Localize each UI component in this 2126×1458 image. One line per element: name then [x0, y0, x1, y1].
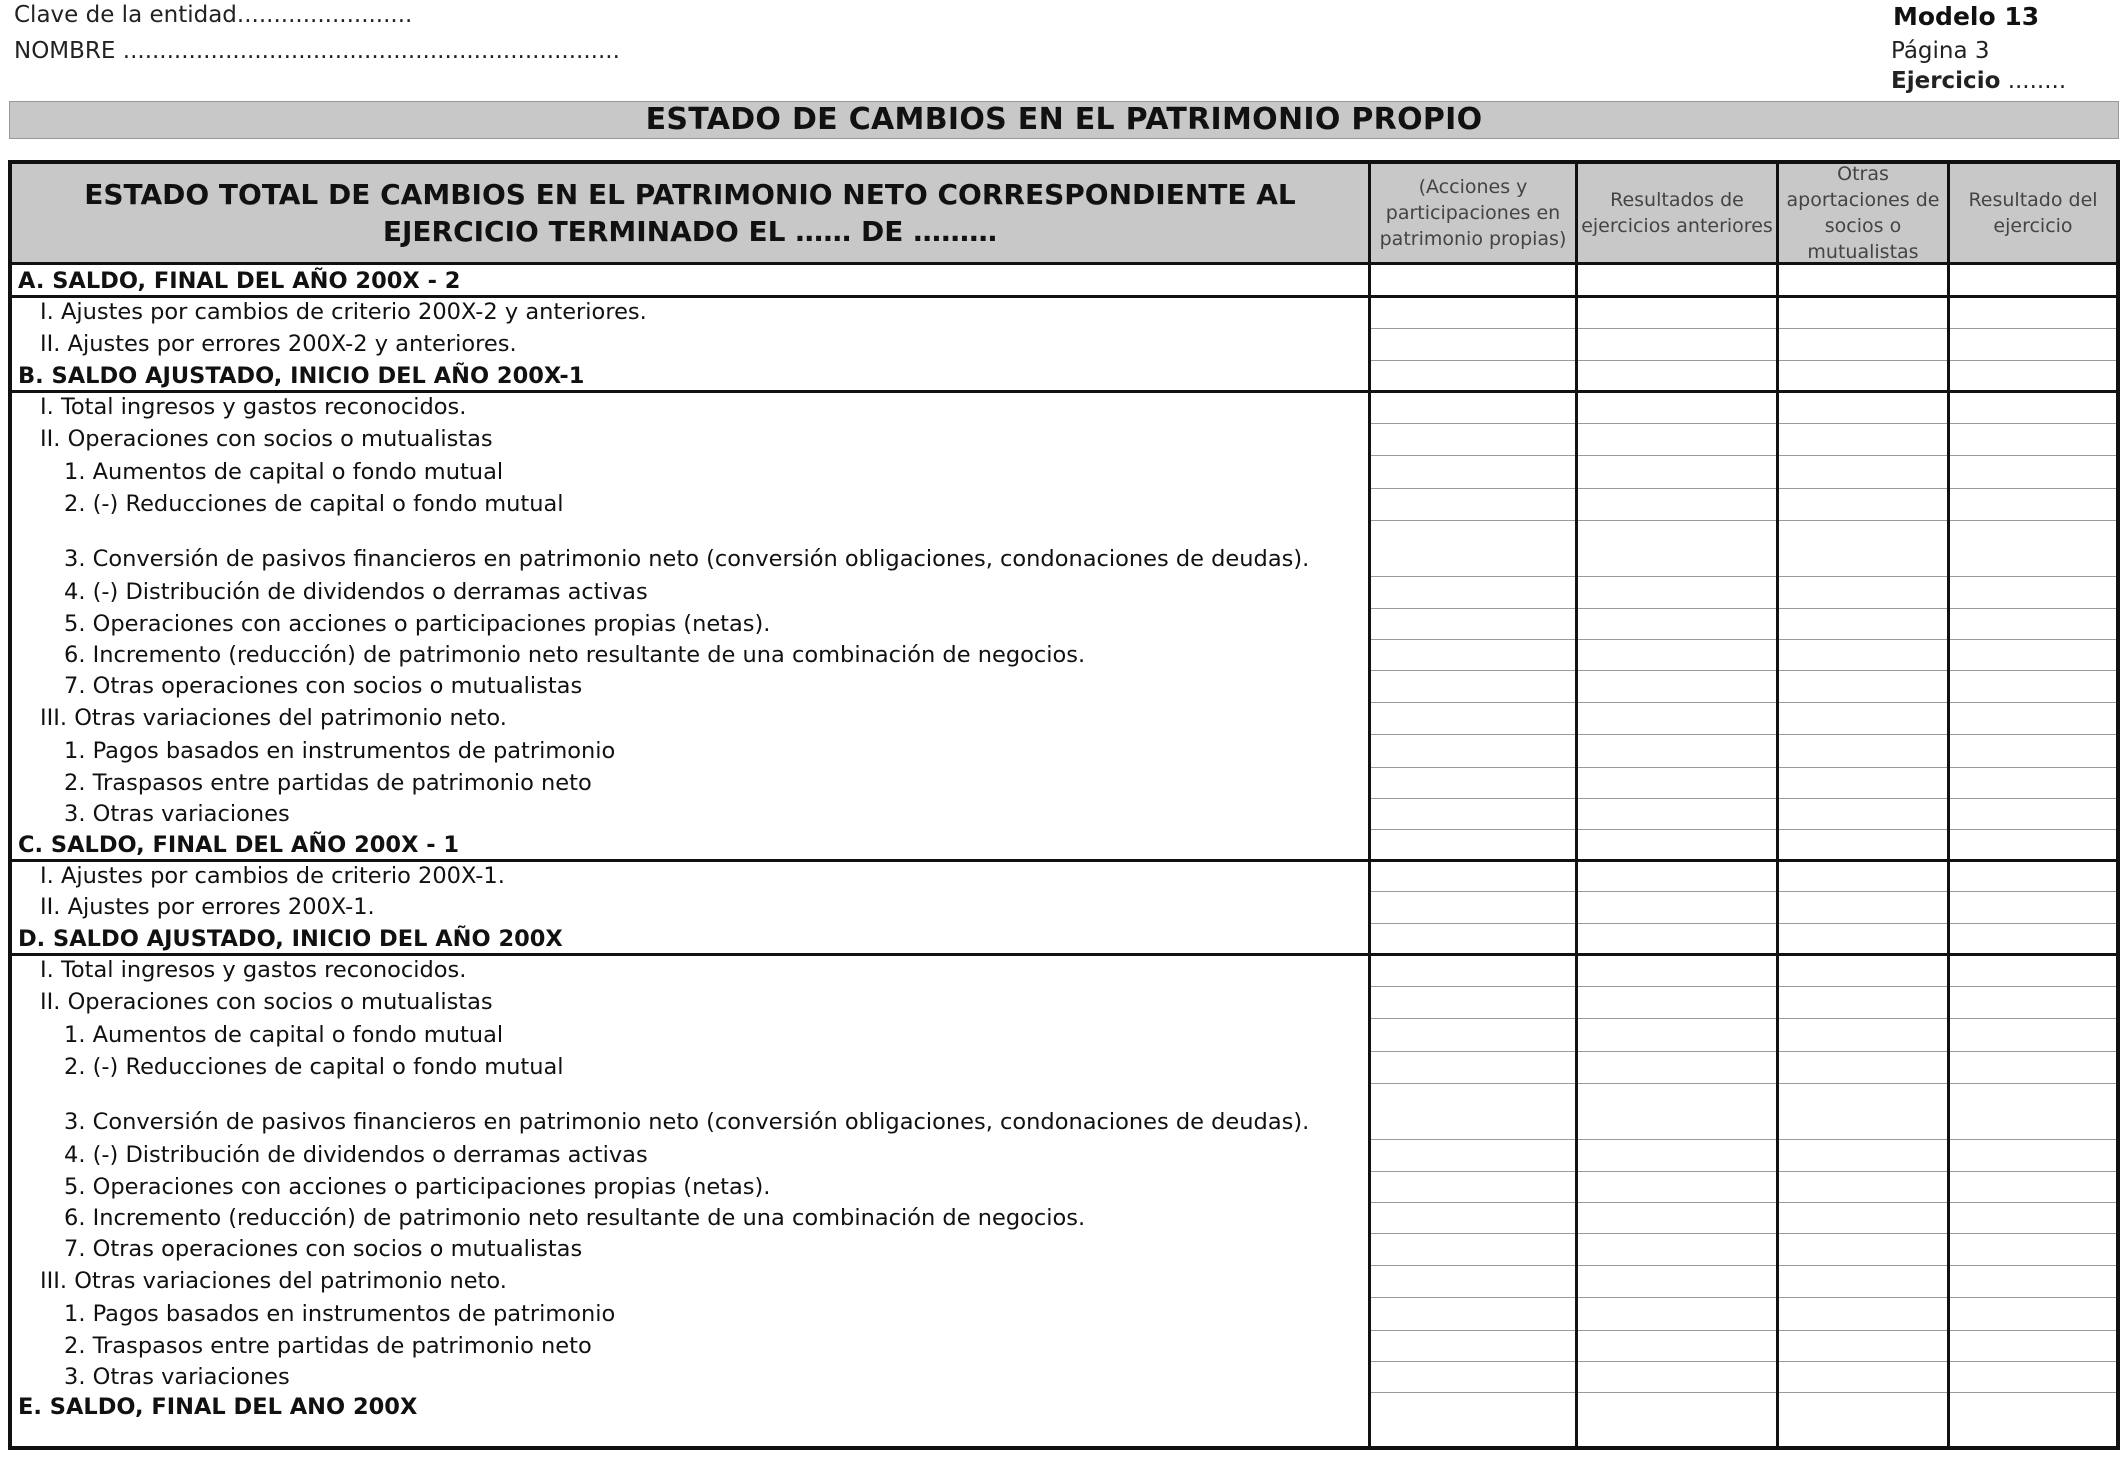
table-row — [12, 1265, 2116, 1297]
row-label: II. Ajustes por errores 200X-1. — [40, 894, 375, 920]
table-row — [12, 1297, 2116, 1330]
table-row — [12, 265, 2116, 296]
row-label: 7. Otras operaciones con socios o mutualistas — [64, 1236, 583, 1262]
table-row — [12, 1051, 2116, 1083]
column-header-own-shares: (Acciones y participaciones en patrimonio propias) — [1379, 176, 1567, 250]
row-label: III. Otras variaciones del patrimonio neto. — [40, 705, 507, 731]
table-title — [12, 164, 1368, 262]
row-label: 1. Aumentos de capital o fondo mutual — [64, 458, 504, 485]
row-label: I. Total ingresos y gastos reconocidos. — [40, 394, 467, 420]
row-label: 3. Conversión de pasivos financieros en patrimonio neto (conversión obligaciones, condonaciones de deudas). — [64, 546, 1310, 572]
row-label: E. SALDO, FINAL DEL ANO 200X — [18, 1394, 418, 1420]
row-label: 3. Otras variaciones — [64, 1363, 290, 1390]
row-label: 6. Incremento (reducción) de patrimonio neto resultante de una combinación de negocios. — [64, 1204, 1086, 1231]
table-row — [12, 1139, 2116, 1171]
table-row — [12, 798, 2116, 829]
row-label: 5. Operaciones con acciones o participaciones propias (netas). — [64, 610, 771, 637]
row-label: 2. Traspasos entre partidas de patrimonio neto — [64, 769, 592, 796]
exercise-dots: ........ — [2007, 68, 2067, 94]
table-row — [12, 520, 2116, 576]
table-row — [12, 488, 2116, 520]
column-divider — [1368, 164, 1371, 1446]
table-title-line2: EJERCICIO TERMINADO EL …… DE ……… — [382, 215, 998, 248]
column-divider — [1947, 164, 1950, 1446]
table-row — [12, 391, 2116, 423]
table-row — [12, 1018, 2116, 1051]
exercise-field — [1891, 68, 2066, 94]
row-label: A. SALDO, FINAL DEL AÑO 200X - 2 — [18, 267, 461, 294]
table-row — [12, 576, 2116, 608]
row-label: 2. (-) Reducciones de capital o fondo mutual — [64, 1054, 564, 1080]
row-label: I. Total ingresos y gastos reconocidos. — [40, 957, 467, 983]
table-row — [12, 829, 2116, 860]
table-row — [12, 455, 2116, 488]
column-divider — [1776, 164, 1779, 1446]
table-row — [12, 639, 2116, 670]
table-row — [12, 1233, 2116, 1265]
table-row — [12, 1392, 2116, 1422]
row-label: 4. (-) Distribución de dividendos o derramas activas — [64, 579, 648, 605]
column-divider — [1575, 164, 1578, 1446]
row-label: I. Ajustes por cambios de criterio 200X-2 y anteriores. — [40, 299, 647, 325]
entity-key-label: Clave de la entidad........................ — [14, 2, 413, 28]
table-row — [12, 923, 2116, 954]
row-label: 2. (-) Reducciones de capital o fondo mutual — [64, 491, 564, 517]
table-row — [12, 670, 2116, 702]
row-label: 3. Otras variaciones — [64, 800, 290, 827]
row-label: 1. Aumentos de capital o fondo mutual — [64, 1021, 504, 1048]
table-row — [12, 860, 2116, 891]
exercise-label: Ejercicio — [1891, 68, 2001, 94]
table-row — [12, 608, 2116, 639]
row-label: C. SALDO, FINAL DEL AÑO 200X - 1 — [18, 831, 460, 858]
column-header-prior-results: Resultados de ejercicios anteriores — [1581, 189, 1773, 237]
table-row — [12, 1330, 2116, 1361]
column-header-year-result: Resultado del ejercicio — [1968, 189, 2098, 237]
table-row — [12, 767, 2116, 798]
column-header-other-contributions: Otras aportaciones de socios o mutualistas — [1786, 163, 1940, 263]
name-label: NOMBRE .................................................................... — [14, 38, 620, 64]
changes-table — [8, 160, 2120, 1450]
table-row — [12, 986, 2116, 1018]
row-label: I. Ajustes por cambios de criterio 200X-1. — [40, 862, 505, 889]
row-label: II. Operaciones con socios o mutualistas — [40, 989, 493, 1015]
row-label: 5. Operaciones con acciones o participaciones propias (netas). — [64, 1173, 771, 1200]
table-row — [12, 1202, 2116, 1233]
row-label: III. Otras variaciones del patrimonio neto. — [40, 1268, 507, 1294]
table-title-line1: ESTADO TOTAL DE CAMBIOS EN EL PATRIMONIO NETO CORRESPONDIENTE AL — [84, 178, 1296, 211]
table-row — [12, 1171, 2116, 1202]
table-row — [12, 296, 2116, 328]
table-row — [12, 423, 2116, 455]
row-label: 6. Incremento (reducción) de patrimonio neto resultante de una combinación de negocios. — [64, 641, 1086, 668]
page-number: Página 3 — [1891, 38, 1990, 64]
document-title: ESTADO DE CAMBIOS EN EL PATRIMONIO PROPIO — [9, 101, 2119, 139]
table-row — [12, 1083, 2116, 1139]
row-label: 7. Otras operaciones con socios o mutualistas — [64, 673, 583, 699]
table-row — [12, 702, 2116, 734]
table-row — [12, 1361, 2116, 1392]
table-row — [12, 954, 2116, 986]
row-label: 1. Pagos basados en instrumentos de patrimonio — [64, 1300, 616, 1327]
model-label: Modelo 13 — [1893, 2, 2040, 31]
table-row — [12, 328, 2116, 360]
row-label: B. SALDO AJUSTADO, INICIO DEL AÑO 200X-1 — [18, 362, 585, 389]
row-label: 2. Traspasos entre partidas de patrimonio neto — [64, 1332, 592, 1359]
table-row — [12, 734, 2116, 767]
table-row — [12, 360, 2116, 391]
row-label: II. Operaciones con socios o mutualistas — [40, 426, 493, 452]
row-label: 4. (-) Distribución de dividendos o derramas activas — [64, 1142, 648, 1168]
row-label: 3. Conversión de pasivos financieros en patrimonio neto (conversión obligaciones, condonaciones de deudas). — [64, 1109, 1310, 1135]
row-label: II. Ajustes por errores 200X-2 y anteriores. — [40, 331, 517, 357]
row-label: D. SALDO AJUSTADO, INICIO DEL AÑO 200X — [18, 925, 563, 952]
row-label: 1. Pagos basados en instrumentos de patrimonio — [64, 737, 616, 764]
table-row — [12, 891, 2116, 923]
